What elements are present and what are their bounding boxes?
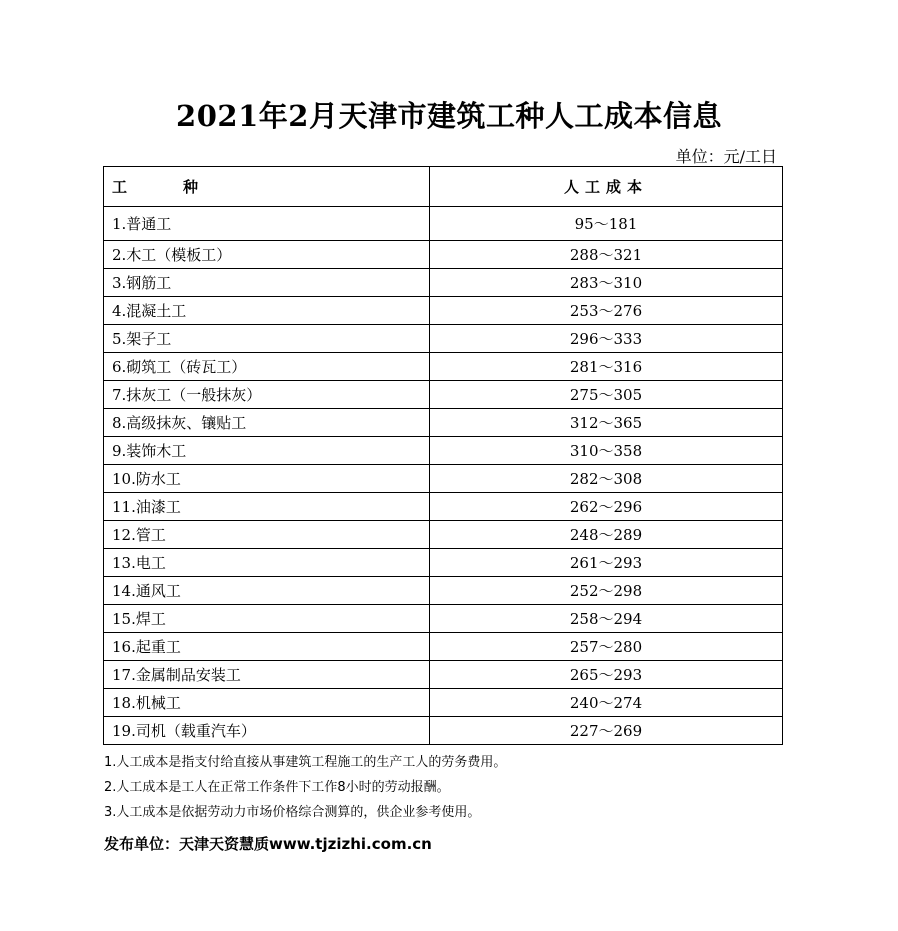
work-type-cell: 10.防水工: [104, 465, 430, 493]
work-type-cell: 19.司机（载重汽车）: [104, 717, 430, 745]
cost-range-cell: 240～274: [430, 689, 783, 717]
note-3: 3.人工成本是依据劳动力市场价格综合测算的，供企业参考使用。: [104, 805, 481, 820]
table-row: [104, 549, 783, 577]
table-row: [104, 717, 783, 745]
notes: [104, 750, 506, 825]
table-row: [104, 605, 783, 633]
work-type-cell: 14.通风工: [104, 577, 430, 605]
work-type-cell: 12.管工: [104, 521, 430, 549]
table-row: [104, 633, 783, 661]
cost-range-cell: 95～181: [430, 207, 783, 241]
cost-range-cell: 253～276: [430, 297, 783, 325]
cost-table: [103, 166, 783, 745]
cost-range-cell: 248～289: [430, 521, 783, 549]
table-row: [104, 297, 783, 325]
cost-range-cell: 227～269: [430, 717, 783, 745]
cost-range-cell: 258～294: [430, 605, 783, 633]
table-row: [104, 689, 783, 717]
table-row: [104, 465, 783, 493]
header-work-type-a: 工: [112, 178, 128, 196]
table-row: [104, 241, 783, 269]
work-type-cell: 6.砌筑工（砖瓦工）: [104, 353, 430, 381]
table-row: [104, 521, 783, 549]
cost-range-cell: 283～310: [430, 269, 783, 297]
table-row: [104, 661, 783, 689]
work-type-cell: 1.普通工: [104, 207, 430, 241]
table-header-row: [104, 167, 783, 207]
table-row: [104, 269, 783, 297]
table-body: [104, 207, 783, 745]
table-row: [104, 325, 783, 353]
work-type-cell: 15.焊工: [104, 605, 430, 633]
unit-label: 单位：元/工日: [675, 147, 777, 166]
work-type-cell: 13.电工: [104, 549, 430, 577]
header-labor-cost: 人工成本: [430, 167, 783, 207]
work-type-cell: 17.金属制品安装工: [104, 661, 430, 689]
cost-range-cell: 252～298: [430, 577, 783, 605]
publisher: 发布单位：天津天资慧质www.tjzizhi.com.cn: [104, 835, 432, 853]
work-type-cell: 5.架子工: [104, 325, 430, 353]
cost-range-cell: 282～308: [430, 465, 783, 493]
header-work-type: [104, 167, 430, 207]
work-type-cell: 8.高级抹灰、镶贴工: [104, 409, 430, 437]
work-type-cell: 11.油漆工: [104, 493, 430, 521]
work-type-cell: 9.装饰木工: [104, 437, 430, 465]
work-type-cell: 7.抹灰工（一般抹灰）: [104, 381, 430, 409]
table-row: [104, 493, 783, 521]
cost-range-cell: 265～293: [430, 661, 783, 689]
header-work-type-b: 种: [183, 178, 199, 196]
table-row: [104, 207, 783, 241]
table-row: [104, 409, 783, 437]
work-type-cell: 2.木工（模板工）: [104, 241, 430, 269]
cost-range-cell: 281～316: [430, 353, 783, 381]
cost-range-cell: 296～333: [430, 325, 783, 353]
page-title: 2021年2月天津市建筑工种人工成本信息: [176, 99, 722, 133]
cost-range-cell: 312～365: [430, 409, 783, 437]
cost-range-cell: 257～280: [430, 633, 783, 661]
note-2: 2.人工成本是工人在正常工作条件下工作8小时的劳动报酬。: [104, 780, 450, 795]
cost-range-cell: 288～321: [430, 241, 783, 269]
work-type-cell: 16.起重工: [104, 633, 430, 661]
table-row: [104, 437, 783, 465]
work-type-cell: 4.混凝土工: [104, 297, 430, 325]
cost-range-cell: 262～296: [430, 493, 783, 521]
work-type-cell: 3.钢筋工: [104, 269, 430, 297]
cost-range-cell: 310～358: [430, 437, 783, 465]
cost-range-cell: 275～305: [430, 381, 783, 409]
table-row: [104, 381, 783, 409]
note-1: 1.人工成本是指支付给直接从事建筑工程施工的生产工人的劳务费用。: [104, 755, 507, 770]
work-type-cell: 18.机械工: [104, 689, 430, 717]
cost-range-cell: 261～293: [430, 549, 783, 577]
table-row: [104, 577, 783, 605]
table-row: [104, 353, 783, 381]
